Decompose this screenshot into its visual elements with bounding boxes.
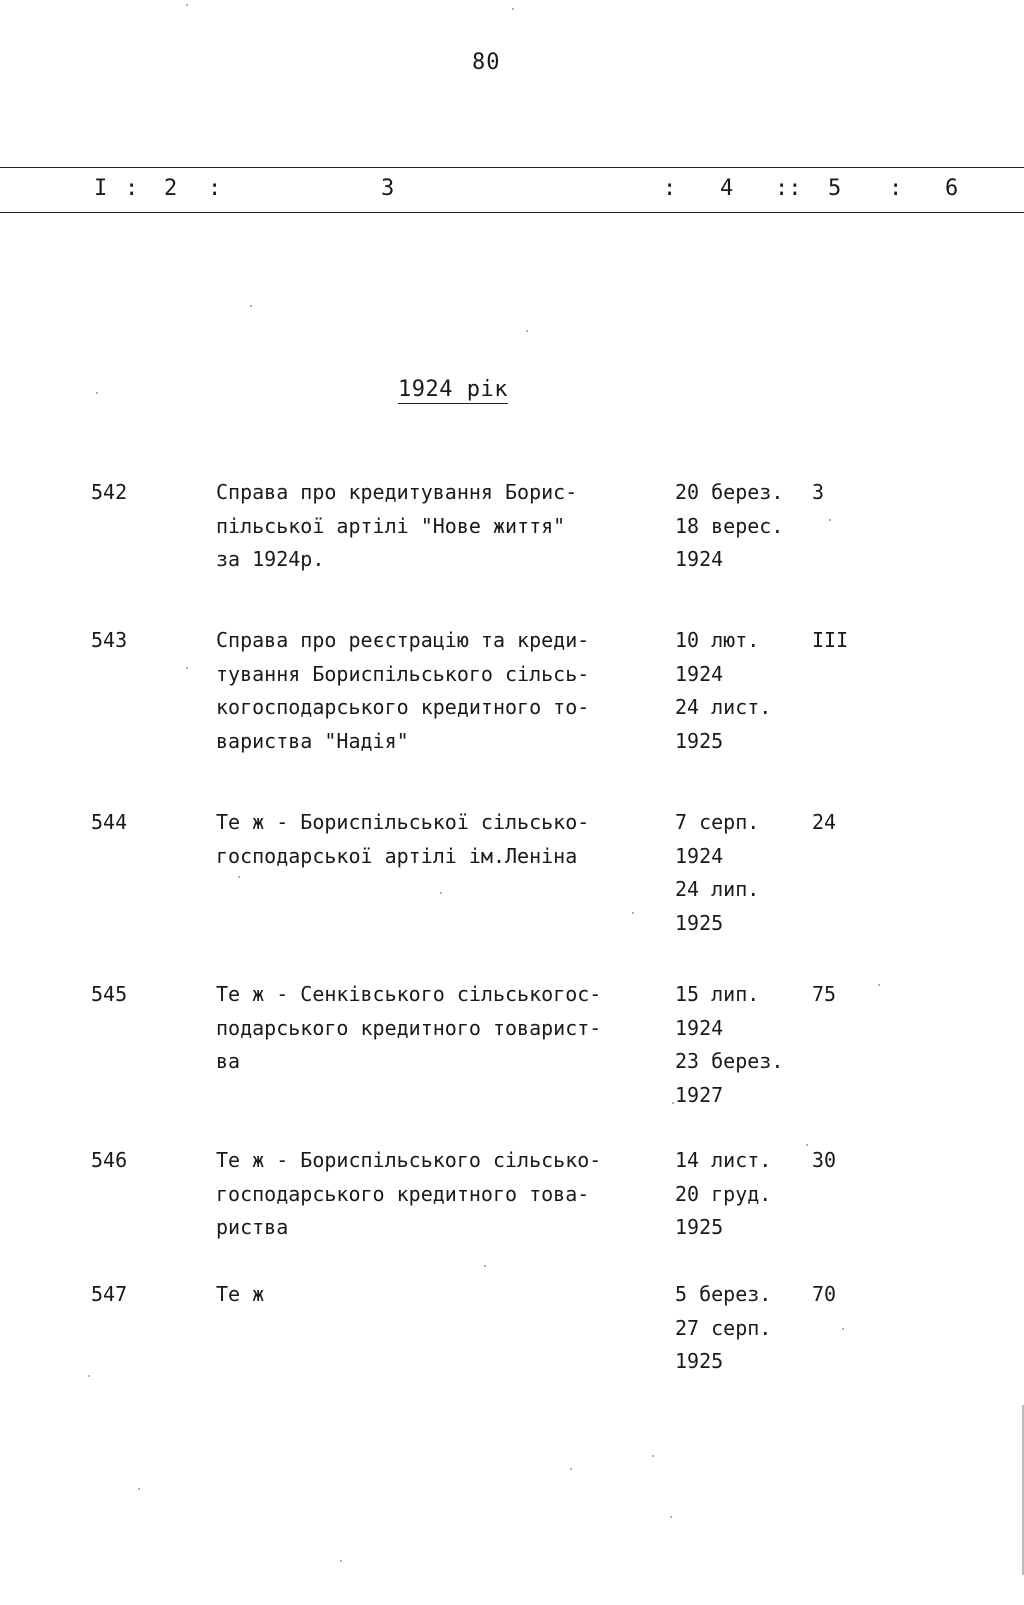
description-line: тування Бориспільського сільсь- xyxy=(216,661,590,686)
scan-speck xyxy=(138,1488,140,1490)
description-line: когосподарського кредитного то- xyxy=(216,695,590,719)
date-line: 1925 xyxy=(675,728,724,753)
description-line: за 1924р. xyxy=(216,547,325,571)
description-line: Те ж - Сенківського сільськогос- xyxy=(216,982,602,1006)
date-line: 1924 xyxy=(675,843,724,868)
description-line: Справа про реєстрацію та креди- xyxy=(216,628,590,652)
column-header-5: 5 xyxy=(828,176,842,201)
entry-description xyxy=(216,624,656,758)
scan-speck xyxy=(440,892,442,894)
date-line: 1927 xyxy=(675,1082,724,1107)
entry-dates xyxy=(675,476,805,577)
entry-sheets: III xyxy=(812,628,849,652)
description-line: подарського кредитного товарист- xyxy=(216,1015,602,1040)
entry-description xyxy=(216,1278,656,1312)
column-header-2: 2 xyxy=(164,176,178,201)
scan-speck xyxy=(526,330,528,332)
scan-speck xyxy=(96,392,98,394)
scan-speck xyxy=(672,1102,674,1104)
date-line: 1924 xyxy=(675,547,724,571)
date-line: 20 груд. xyxy=(675,1181,772,1206)
column-separator: : xyxy=(663,176,677,201)
scan-speck xyxy=(829,519,831,521)
column-header-1: I xyxy=(94,176,108,201)
entry-sheets: 75 xyxy=(812,982,837,1006)
scan-speck xyxy=(806,1144,808,1146)
scan-speck xyxy=(878,984,880,986)
date-line: 27 серп. xyxy=(675,1315,772,1340)
column-separator: : xyxy=(208,176,222,201)
entry-dates xyxy=(675,1144,805,1245)
scan-speck xyxy=(632,912,634,914)
description-line: Те ж xyxy=(216,1282,265,1306)
date-line: 7 серп. xyxy=(675,810,760,834)
date-line: 5 берез. xyxy=(675,1282,772,1306)
description-line: Справа про кредитування Борис- xyxy=(216,480,578,504)
date-line: 24 лип. xyxy=(675,877,760,901)
date-line: 20 берез. xyxy=(675,480,784,504)
entry-dates xyxy=(675,624,805,758)
column-separator: : xyxy=(125,176,139,201)
entry-sheets: 3 xyxy=(812,480,825,504)
description-line: господарського кредитного това- xyxy=(216,1181,590,1206)
description-line: господарської артілі ім.Леніна xyxy=(216,843,578,868)
entry-number: 544 xyxy=(91,810,128,834)
entry-sheets: 24 xyxy=(812,810,837,834)
scan-speck xyxy=(88,1375,90,1377)
scan-speck xyxy=(570,1468,572,1470)
column-separator: : xyxy=(889,176,903,201)
header-rule-bottom xyxy=(0,212,1024,213)
column-header-6: 6 xyxy=(945,176,959,201)
entry-dates xyxy=(675,978,805,1112)
date-line: 15 лип. xyxy=(675,982,760,1006)
date-line: 1925 xyxy=(675,910,724,935)
entry-description xyxy=(216,1144,656,1245)
page-number: 80 xyxy=(472,50,501,75)
entry-number: 545 xyxy=(91,982,128,1006)
scan-speck xyxy=(484,1265,486,1267)
date-line: 14 лист. xyxy=(675,1148,772,1172)
scan-speck xyxy=(652,1455,654,1457)
date-line: 1925 xyxy=(675,1215,724,1239)
scan-speck xyxy=(186,4,188,6)
entry-description xyxy=(216,978,656,1079)
entry-dates xyxy=(675,1278,805,1379)
entry-sheets: 70 xyxy=(812,1282,837,1306)
header-rule-top xyxy=(0,167,1024,168)
column-separator: :: xyxy=(775,176,802,201)
scan-speck xyxy=(512,8,514,10)
description-line: Те ж - Бориспільської сільсько- xyxy=(216,810,590,834)
column-header-3: 3 xyxy=(381,176,395,201)
date-line: 1924 xyxy=(675,1015,724,1040)
entry-description xyxy=(216,806,656,873)
description-line: риства xyxy=(216,1215,289,1239)
scan-speck xyxy=(250,305,252,307)
date-line: 1924 xyxy=(675,661,724,686)
entry-number: 546 xyxy=(91,1148,128,1172)
entry-number: 547 xyxy=(91,1282,128,1306)
section-title: 1924 рік xyxy=(398,377,508,402)
date-line: 23 берез. xyxy=(675,1049,784,1073)
entry-dates xyxy=(675,806,805,940)
scan-speck xyxy=(238,876,240,878)
scan-speck xyxy=(186,667,188,669)
scan-speck xyxy=(670,1516,672,1518)
entry-sheets: 30 xyxy=(812,1148,837,1172)
description-line: Те ж - Бориспільського сільсько- xyxy=(216,1148,602,1172)
date-line: 24 лист. xyxy=(675,695,772,719)
description-line: пільської артілі "Нове життя" xyxy=(216,513,566,538)
entry-number: 543 xyxy=(91,628,128,652)
scan-speck xyxy=(842,1328,844,1330)
date-line: 1925 xyxy=(675,1349,724,1373)
column-header-4: 4 xyxy=(720,176,734,201)
description-line: вариства "Надія" xyxy=(216,728,409,753)
entry-description xyxy=(216,476,656,577)
scan-speck xyxy=(340,1560,342,1562)
date-line: 10 лют. xyxy=(675,628,760,652)
date-line: 18 верес. xyxy=(675,513,784,538)
description-line: ва xyxy=(216,1049,241,1073)
entry-number: 542 xyxy=(91,480,128,504)
